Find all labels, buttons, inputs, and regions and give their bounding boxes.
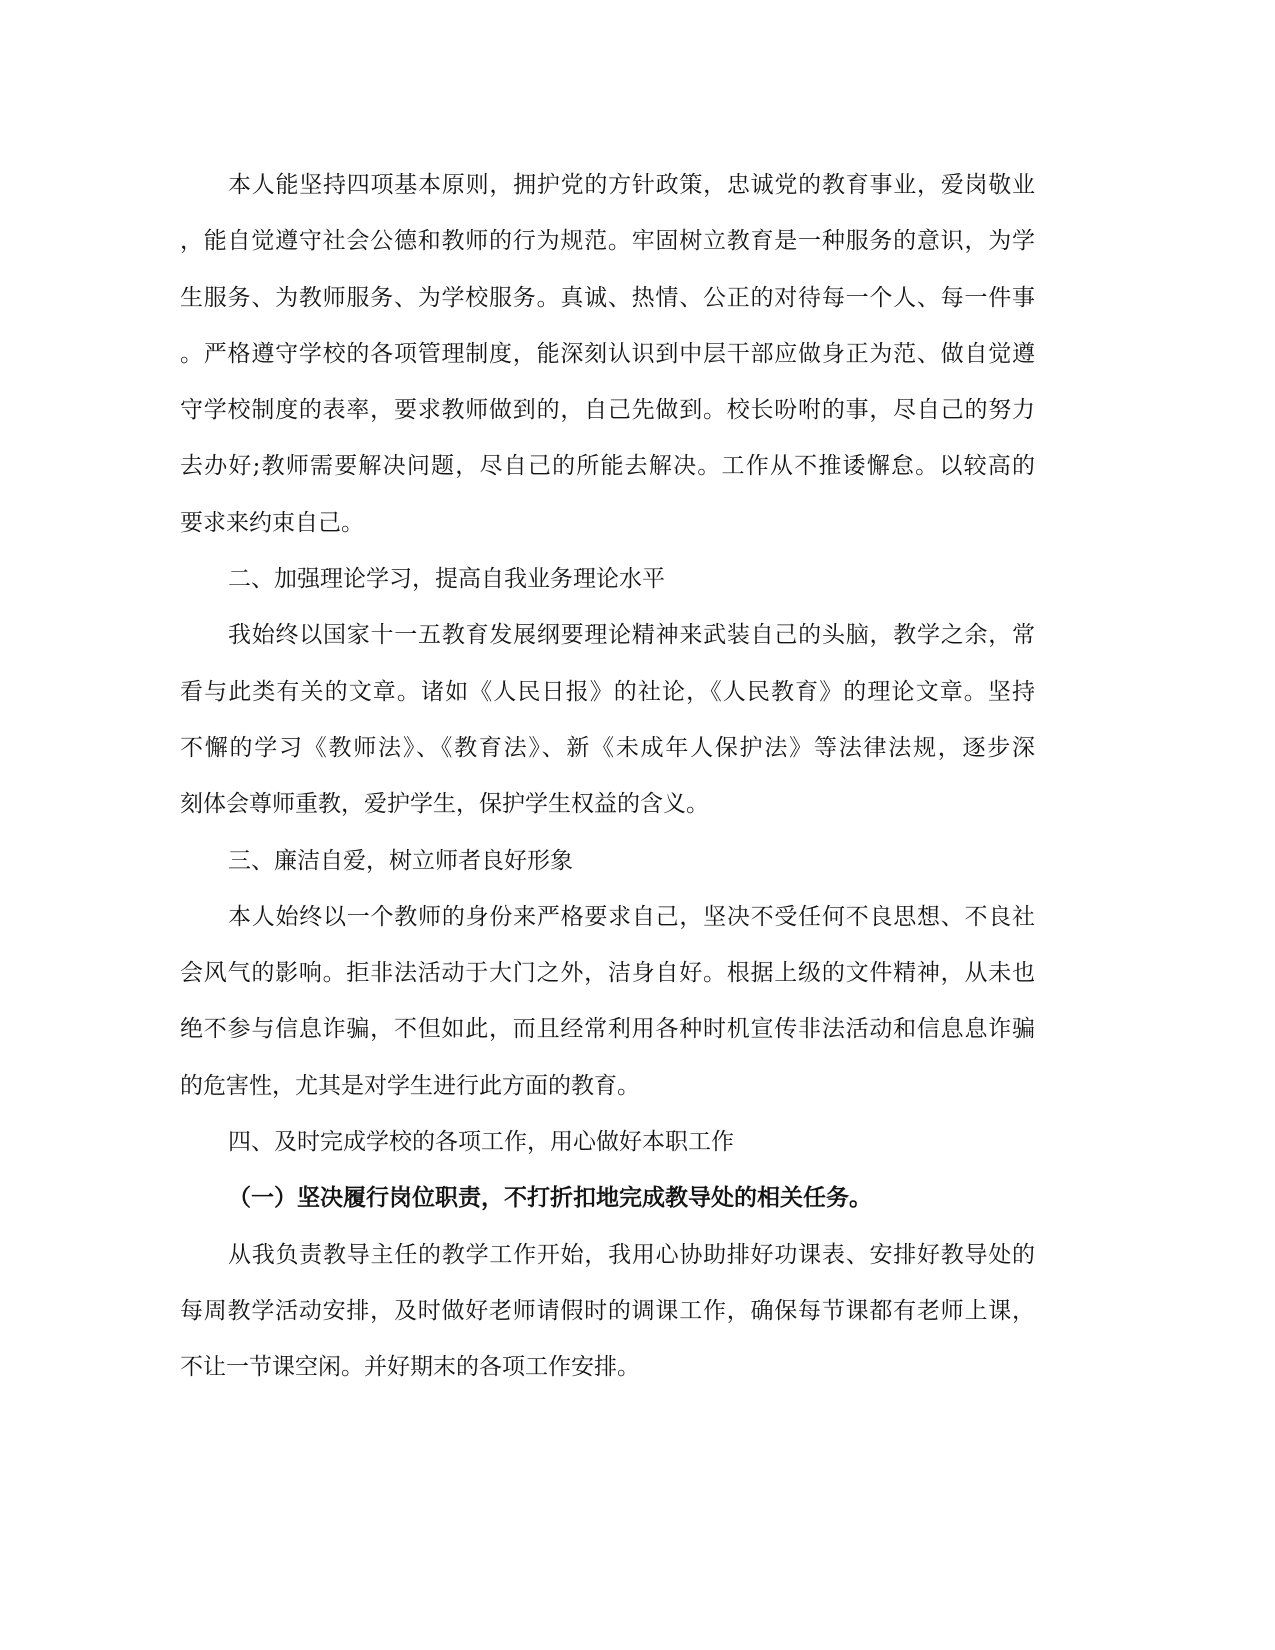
- subsection-heading: [180, 1170, 1035, 1226]
- text-line: 去办好;教师需要解决问题，尽自己的所能去解决。工作从不推诿懈怠。以较高的: [180, 453, 1035, 480]
- text-line: 守学校制度的表率，要求教师做到的，自己先做到。校长吩咐的事，尽自己的努力: [180, 397, 1035, 424]
- text-line: 本人能坚持四项基本原则，拥护党的方针政策，忠诚党的教育事业，爱岗敬业: [228, 172, 1035, 198]
- paragraph: [180, 1227, 1035, 1396]
- text-line: ，能自觉遵守社会公德和教师的行为规范。牢固树立教育是一种服务的意识，为学: [180, 228, 1035, 255]
- section-heading: [180, 1114, 1035, 1170]
- text-line: 每周教学活动安排，及时做好老师请假时的调课工作，确保每节课都有老师上课，: [180, 1297, 1035, 1324]
- text-line: 看与此类有关的文章。诸如《人民日报》的社论，《人民教育》的理论文章。坚持: [180, 678, 1035, 705]
- paragraph: [180, 607, 1035, 832]
- text-line: 要求来约束自己。: [180, 509, 364, 536]
- text-line: 不让一节课空闲。并好期末的各项工作安排。: [180, 1354, 640, 1381]
- text-line: 。严格遵守学校的各项管理制度，能深刻认识到中层干部应做身正为范、做自觉遵: [180, 340, 1035, 367]
- section-heading: [180, 551, 1035, 607]
- paragraph: [180, 889, 1035, 1114]
- text-line: 生服务、为教师服务、为学校服务。真诚、热情、公正的对待每一个人、每一件事: [180, 284, 1035, 311]
- subsection-heading-text: （一）坚决履行岗位职责，不打折扣地完成教导处的相关任务。: [228, 1184, 872, 1212]
- text-line: 本人始终以一个教师的身份来严格要求自己，坚决不受任何不良思想、不良社: [228, 903, 1035, 930]
- section-heading-text: 二、加强理论学习，提高自我业务理论水平: [228, 566, 665, 593]
- text-line: 会风气的影响。拒非法活动于大门之外，洁身自好。根据上级的文件精神，从未也: [180, 960, 1035, 987]
- document-body: [180, 157, 1035, 1396]
- paragraph: [180, 157, 1035, 551]
- text-line: 绝不参与信息诈骗，不但如此，而且经常利用各种时机宣传非法活动和信息息诈骗: [180, 1016, 1035, 1043]
- section-heading-text: 四、及时完成学校的各项工作，用心做好本职工作: [228, 1129, 734, 1156]
- text-line: 从我负责教导主任的教学工作开始，我用心协助排好功课表、安排好教导处的: [228, 1241, 1035, 1268]
- section-heading: [180, 833, 1035, 889]
- text-line: 刻体会尊师重教，爱护学生，保护学生权益的含义。: [180, 791, 709, 818]
- section-heading-text: 三、廉洁自爱，树立师者良好形象: [228, 847, 573, 874]
- text-line: 我始终以国家十一五教育发展纲要理论精神来武装自己的头脑，教学之余，常: [228, 622, 1035, 649]
- text-line: 不懈的学习《教师法》、《教育法》、新《未成年人保护法》等法律法规，逐步深: [180, 734, 1035, 761]
- text-line: 的危害性，尤其是对学生进行此方面的教育。: [180, 1072, 640, 1099]
